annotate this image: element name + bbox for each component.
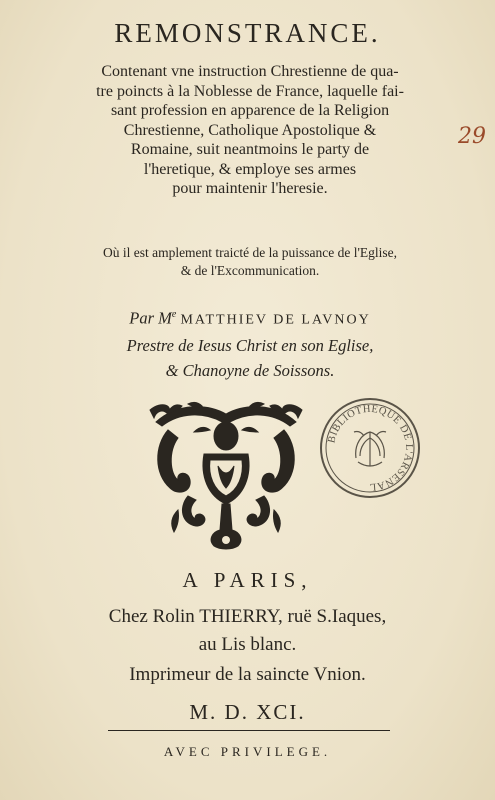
stamp-graphic xyxy=(318,396,422,500)
author-name: MATTHIEV DE LAVNOY xyxy=(180,312,371,328)
author-block xyxy=(40,302,460,383)
subtitle-line: & de l'Excommunication. xyxy=(180,263,320,278)
title-description xyxy=(40,62,460,199)
author-par: Par M xyxy=(129,308,172,328)
svg-text:BIBLIOTHEQUE DE L'ARSENAL: BIBLIOTHEQUE DE L'ARSENAL xyxy=(326,403,415,493)
description-line: Contenant vne instruction Chrestienne de qua- xyxy=(101,63,399,80)
page-title: REMONSTRANCE. xyxy=(114,18,381,48)
description-line: tre poincts à la Noblesse de France, laquelle fai- xyxy=(96,82,404,100)
author-superscript: e xyxy=(171,309,177,320)
author-title-line: & Chanoyne de Soissons. xyxy=(165,360,335,380)
subtitle-line: Où il est amplement traicté de la puissance de l'Eglise, xyxy=(102,245,398,260)
publication-date: M. D. XCI. xyxy=(189,700,306,724)
ornament-graphic xyxy=(148,400,304,552)
imprint-printer: Chez Rolin THIERRY, ruë S.Iaques, xyxy=(108,606,387,627)
description-line: pour maintenir l'heresie. xyxy=(172,180,328,197)
author-title-line: Prestre de Iesus Christ en son Eglise, xyxy=(126,335,374,355)
library-stamp xyxy=(318,396,422,504)
description-line: l'heretique, & employe ses armes xyxy=(143,160,357,178)
horizontal-rule xyxy=(108,730,390,731)
imprint-sign: au Lis blanc. xyxy=(198,634,297,655)
subtitle xyxy=(40,244,460,280)
description-line: Romaine, suit neantmoins le party de xyxy=(130,141,370,158)
imprint-role: Imprimeur de la saincte Vnion. xyxy=(129,664,366,685)
description-line: Chrestienne, Catholique Apostolique & xyxy=(123,121,377,139)
description-line: sant profession en apparence de la Religion xyxy=(110,102,390,119)
privilege-notice: AVEC PRIVILEGE. xyxy=(163,744,332,759)
handwritten-folio-number: 29 xyxy=(458,124,486,149)
imprint-city: A PARIS, xyxy=(182,568,313,592)
printers-ornament xyxy=(148,400,304,556)
author-line xyxy=(40,302,460,333)
